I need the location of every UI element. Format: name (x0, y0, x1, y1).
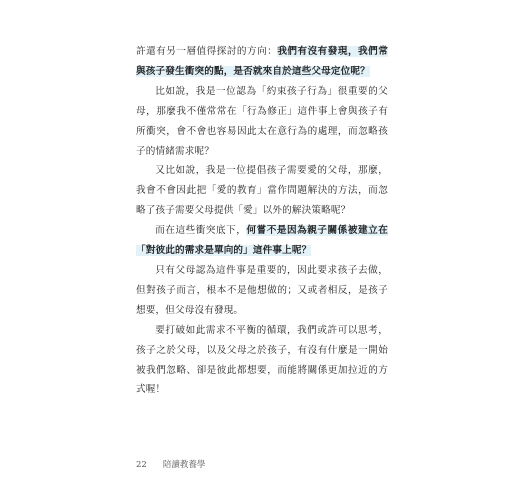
paragraph-6-text: 要打破如此需求不平衡的循環，我們或許可以思考，孩子之於父母，以及父母之於孩子，有沒有什麼是一開始被我們忽略、卻是彼此都想要，而能將關係更加拉近的方式喔！ (136, 324, 388, 396)
paragraph-1 (136, 42, 388, 82)
highlighted-text: 何嘗不是因為親子關係被建立在「對彼此的需求是單向的」這件事上呢？ (136, 225, 388, 257)
book-title: 陪讀教養學 (162, 460, 206, 470)
paragraph-2 (136, 82, 388, 162)
page-number: 22 (136, 460, 147, 470)
body-text (136, 42, 388, 400)
page-footer (136, 458, 205, 470)
paragraph-5-text: 只有父母認為這件事是重要的，因此要求孩子去做，但對孩子而言，根本不是他想做的；又或者相反，是孩子想要，但父母沒有發現。 (136, 264, 388, 316)
paragraph-4-text: 而在這些衝突底下， (155, 225, 247, 237)
paragraph-5 (136, 261, 388, 321)
paragraph-2-text: 比如說，我是一位認為「約束孩子行為」很重要的父母，那麼我不僅常常在「行為修正」這件事上會與孩子有所衝突，會不會也容易因此太在意行為的處理，而忽略孩子的情緒需求呢？ (136, 85, 388, 157)
paragraph-4 (136, 221, 388, 261)
paragraph-6 (136, 321, 388, 401)
highlighted-text: 我們有沒有發現，我們常與孩子發生衝突的點，是否就來自於這些父母定位呢？ (136, 46, 388, 77)
paragraph-1-text: 許還有另一層值得探討的方向： (136, 46, 278, 57)
paragraph-3 (136, 161, 388, 221)
paragraph-3-text: 又比如說，我是一位提倡孩子需要愛的父母，那麼，我會不會因此把「愛的教育」當作問題解決的方法，而忽略了孩子需要父母提供「愛」以外的解決策略呢？ (136, 165, 388, 217)
